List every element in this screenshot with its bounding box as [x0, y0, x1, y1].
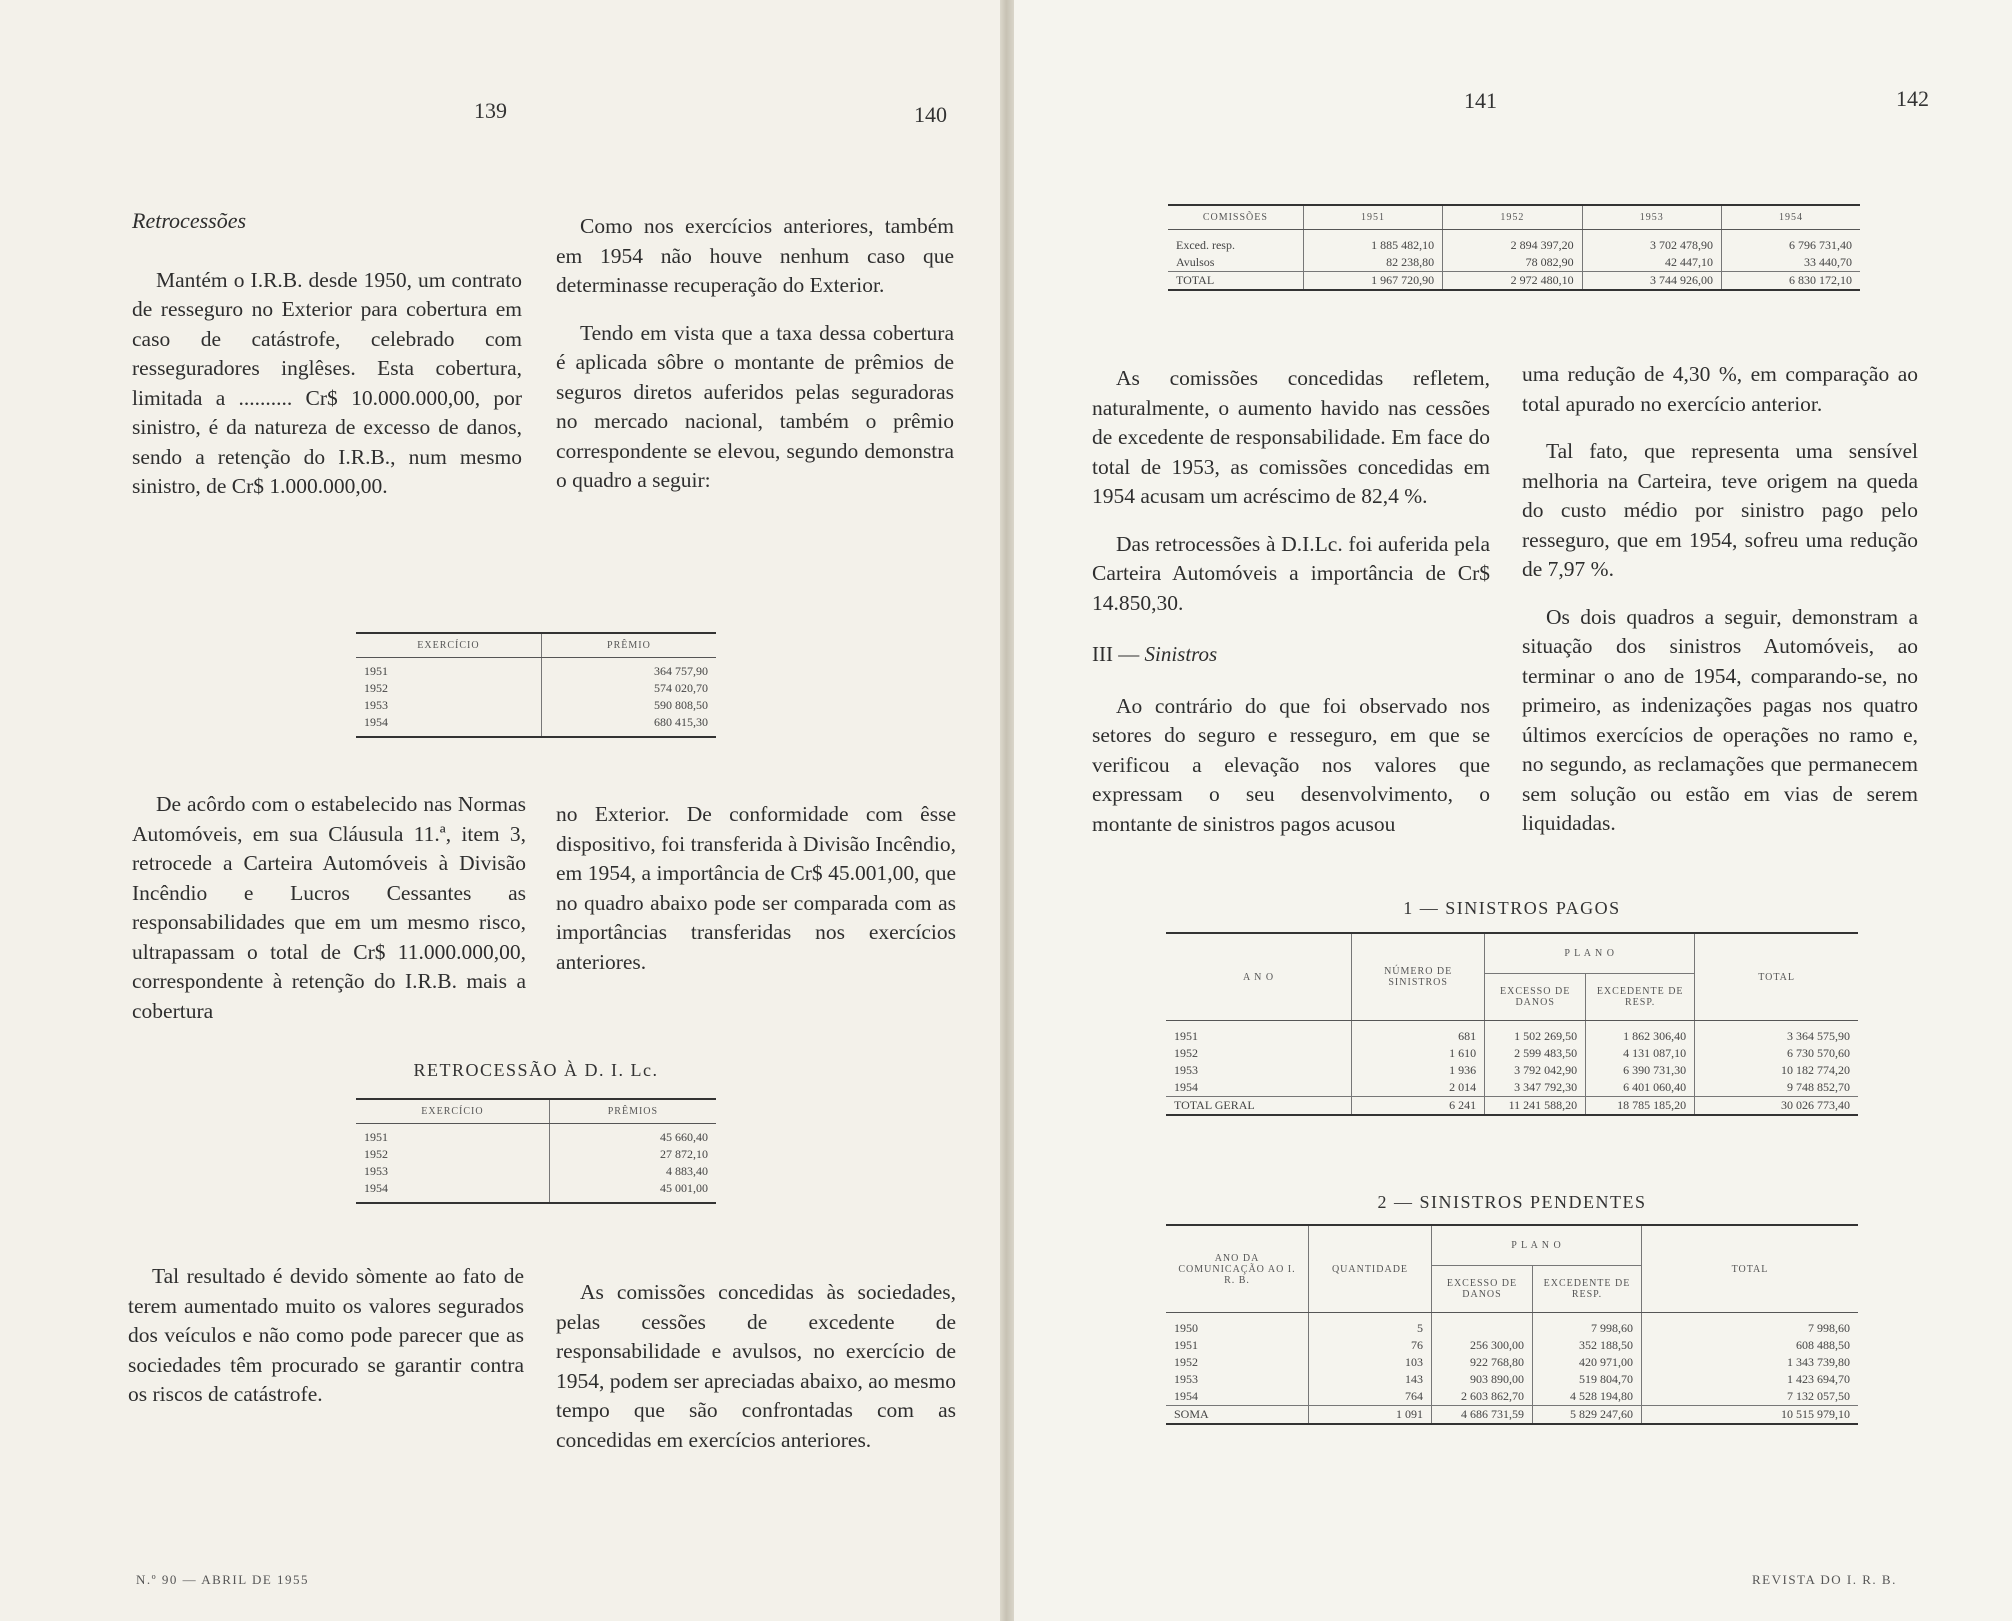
- page-number-140: 140: [914, 102, 947, 127]
- cell: 3 364 575,90: [1787, 1029, 1850, 1043]
- table-row: [1168, 230, 1860, 255]
- cell: Exced. resp.: [1168, 230, 1303, 255]
- cell: 3 347 792,30: [1485, 1079, 1586, 1097]
- col-header: ANO DA COMUNICAÇÃO AO I. R. B.: [1166, 1225, 1309, 1313]
- paragraph: Tal resultado é devido sòmente ao fato de terem aumentado muito os valores segurados dos veículos e não como pode parecer que as sociedades têm procurado se garantir contra os riscos de catástrofe.: [128, 1264, 524, 1406]
- page-gutter: [1000, 0, 1014, 1621]
- table-premio: [356, 632, 716, 738]
- cell: 1 862 306,40: [1586, 1021, 1695, 1046]
- cell: 1 610: [1352, 1045, 1485, 1062]
- col-header: A N O: [1166, 933, 1352, 1021]
- col-header: NÚMERO DE SINISTROS: [1352, 933, 1485, 1021]
- col-header: 1954: [1721, 205, 1860, 230]
- cell: 6 241: [1352, 1097, 1485, 1116]
- cell: 6 796 731,40: [1789, 238, 1852, 252]
- table-row: [356, 1180, 716, 1203]
- paragraph: Mantém o I.R.B. desde 1950, um contrato de resseguro no Exterior para cobertura em caso de catástrofe, celebrado com resseguradores inglêses. Esta cobertura, limitada a .......... Cr$ 10.000.000,00, por sinistro, é da natureza de excesso de danos, sendo a retenção do I.R.B., num mesmo sinistro, de Cr$ 1.000.000,00.: [132, 267, 522, 498]
- cell: 1950: [1166, 1313, 1309, 1338]
- page-number-141: 141: [1464, 88, 1497, 113]
- cell: 364 757,90: [654, 664, 708, 678]
- table-row: [1166, 1337, 1858, 1354]
- col-header: 1953: [1582, 205, 1721, 230]
- table-row: [1166, 1388, 1858, 1406]
- cell: 681: [1352, 1021, 1485, 1046]
- cell: 3 744 926,00: [1582, 272, 1721, 291]
- cell: 2 972 480,10: [1443, 272, 1582, 291]
- cell: 352 188,50: [1533, 1337, 1642, 1354]
- table-row: [1166, 1045, 1858, 1062]
- cell: 4 883,40: [666, 1164, 708, 1178]
- cell: 2 603 862,70: [1432, 1388, 1533, 1406]
- cell: 76: [1309, 1337, 1432, 1354]
- cell: 27 872,10: [660, 1147, 708, 1161]
- cell: 2 894 397,20: [1443, 230, 1582, 255]
- cell: 7 998,60: [1533, 1313, 1642, 1338]
- paragraph: As comissões concedidas às sociedades, pelas cessões de excedente de responsabilidade e avulsos, no exercício de 1954, podem ser apreciadas abaixo, ao mesmo tempo que são confrontadas com as concedidas em exercícios anteriores.: [556, 1280, 957, 1452]
- cell: 30 026 773,40: [1695, 1097, 1858, 1116]
- col-header: EXCESSO DE DANOS: [1432, 1266, 1533, 1313]
- cell: 1952: [1166, 1354, 1309, 1371]
- section-title: Sinistros: [1144, 642, 1218, 666]
- cell: 1 885 482,10: [1303, 230, 1442, 255]
- cell: 1954: [356, 1180, 549, 1203]
- cell: 10 182 774,20: [1781, 1063, 1850, 1077]
- table-row: [1166, 1021, 1858, 1046]
- cell: 1 343 739,80: [1787, 1355, 1850, 1369]
- cell: 9 748 852,70: [1787, 1080, 1850, 1094]
- cell: 5 829 247,60: [1533, 1406, 1642, 1425]
- col-header: PRÊMIO: [541, 633, 716, 658]
- cell: 1952: [356, 1146, 549, 1163]
- cell: 903 890,00: [1432, 1371, 1533, 1388]
- paragraph: uma redução de 4,30 %, em comparação ao total apurado no exercício anterior.: [1522, 362, 1918, 416]
- col-header: QUANTIDADE: [1309, 1225, 1432, 1313]
- cell: Avulsos: [1168, 254, 1303, 272]
- col-header: EXCEDENTE DE RESP.: [1586, 974, 1695, 1021]
- table-row: [356, 680, 716, 697]
- cell: 5: [1309, 1313, 1432, 1338]
- cell: 33 440,70: [1804, 255, 1852, 269]
- col-header: EXERCÍCIO: [356, 633, 541, 658]
- paragraph: Tal fato, que representa uma sensível melhoria na Carteira, teve origem na queda do custo médio por sinistro pago pelo resseguro, que em 1954, sofreu uma redução de 7,97 %.: [1522, 439, 1918, 581]
- column-p141: [1092, 364, 1490, 857]
- cell: 82 238,80: [1303, 254, 1442, 272]
- cell: 45 001,00: [660, 1181, 708, 1195]
- cell: TOTAL GERAL: [1166, 1097, 1352, 1116]
- cell: 1953: [1166, 1371, 1309, 1388]
- table-row: [1166, 1371, 1858, 1388]
- table-row: [1166, 1079, 1858, 1097]
- cell: 608 488,50: [1796, 1338, 1850, 1352]
- table-sinistros-pendentes: [1166, 1224, 1858, 1425]
- table-row: [356, 714, 716, 737]
- cell: 6 401 060,40: [1586, 1079, 1695, 1097]
- cell: 1951: [356, 1124, 549, 1147]
- paragraph: Tendo em vista que a taxa dessa cobertura é aplicada sôbre o montante de prêmios de seguros diretos auferidos pelas seguradoras no mercado nacional, também o prêmio correspondente se elevou, segundo demonstra o quadro a seguir:: [556, 320, 954, 492]
- column-p139-top: [132, 206, 522, 520]
- cell: 4 528 194,80: [1533, 1388, 1642, 1406]
- heading-retrocessoes: Retrocessões: [132, 208, 247, 233]
- cell: 1952: [1166, 1045, 1352, 1062]
- col-header: COMISSÕES: [1168, 205, 1303, 230]
- cell: 4 686 731,59: [1432, 1406, 1533, 1425]
- column-p140-bottom: [556, 1278, 956, 1473]
- footer-issue: N.º 90 — ABRIL DE 1955: [136, 1572, 310, 1587]
- cell: 7 998,60: [1808, 1321, 1850, 1335]
- cell: 2 014: [1352, 1079, 1485, 1097]
- col-header: TOTAL: [1642, 1225, 1859, 1313]
- column-p139-middle: [132, 790, 526, 1044]
- paragraph: De acôrdo com o estabelecido nas Normas Automóveis, em sua Cláusula 11.ª, item 3, retrocede a Carteira Automóveis à Divisão Incêndio e Lucros Cessantes as responsabilidades que em um mesmo risco, ultrapassam o total de Cr$ 11.000.000,00, correspondente à retenção do I.R.B. mais a cobertura: [132, 792, 526, 1023]
- cell: 10 515 979,10: [1642, 1406, 1859, 1425]
- table-title-retrocessao: RETROCESSÃO À D. I. Lc.: [413, 1060, 659, 1080]
- col-header: EXERCÍCIO: [356, 1099, 549, 1124]
- cell: 6 830 172,10: [1721, 272, 1860, 291]
- cell: 764: [1309, 1388, 1432, 1406]
- table-row: [356, 1124, 716, 1147]
- paragraph: Como nos exercícios anteriores, também em 1954 não houve nenhum caso que determinasse recuperação do Exterior.: [556, 214, 954, 297]
- column-p142: [1522, 360, 1918, 857]
- table-row: [1166, 1062, 1858, 1079]
- table-total-row: [1168, 272, 1860, 291]
- cell: 1 967 720,90: [1303, 272, 1442, 291]
- paragraph: Das retrocessões à D.I.Lc. foi auferida pela Carteira Automóveis a importância de Cr$ 14.850,30.: [1092, 531, 1490, 615]
- cell: 143: [1309, 1371, 1432, 1388]
- table-row: [356, 658, 716, 681]
- paragraph: As comissões concedidas refletem, naturalmente, o aumento havido nas cessões de excedente de responsabilidade. Em face do total de 1953, as comissões concedidas em 1954 acusam um acréscimo de 82,4 %.: [1092, 366, 1490, 508]
- table-retrocessao: [356, 1098, 716, 1204]
- table-row: [356, 1146, 716, 1163]
- cell: 574 020,70: [654, 681, 708, 695]
- table-row: [356, 1163, 716, 1180]
- col-header: EXCEDENTE DE RESP.: [1533, 1266, 1642, 1313]
- cell: 922 768,80: [1432, 1354, 1533, 1371]
- col-header: P L A N O: [1485, 933, 1695, 974]
- cell: 42 447,10: [1582, 254, 1721, 272]
- table-comissoes: [1168, 204, 1860, 291]
- cell: 1 936: [1352, 1062, 1485, 1079]
- col-header: EXCESSO DE DANOS: [1485, 974, 1586, 1021]
- col-header: 1952: [1443, 205, 1582, 230]
- cell: 1954: [1166, 1079, 1352, 1097]
- cell: 1954: [356, 714, 541, 737]
- footer-journal: REVISTA DO I. R. B.: [1752, 1572, 1897, 1587]
- cell: 1951: [1166, 1337, 1309, 1354]
- page-number-142: 142: [1896, 86, 1929, 111]
- cell: 78 082,90: [1443, 254, 1582, 272]
- cell: 1953: [356, 697, 541, 714]
- cell: 45 660,40: [660, 1130, 708, 1144]
- cell: 680 415,30: [654, 715, 708, 729]
- col-header: TOTAL: [1695, 933, 1858, 1021]
- cell: 1 502 269,50: [1485, 1021, 1586, 1046]
- cell: 420 971,00: [1533, 1354, 1642, 1371]
- section-heading-sinistros: [1092, 640, 1490, 670]
- cell: 6 730 570,60: [1787, 1046, 1850, 1060]
- column-p140-middle: [556, 800, 956, 995]
- cell: TOTAL: [1168, 272, 1303, 291]
- cell: 1954: [1166, 1388, 1309, 1406]
- cell: 1952: [356, 680, 541, 697]
- cell: 1953: [356, 1163, 549, 1180]
- col-header: P L A N O: [1432, 1225, 1642, 1266]
- cell: SOMA: [1166, 1406, 1309, 1425]
- paragraph: Os dois quadros a seguir, demonstram a situação dos sinistros Automóveis, ao terminar o ano de 1954, comparando-se, no primeiro, as indenizações pagas nos quatro últimos exercícios de operações no ramo e, no segundo, as reclamações que permanecem sem solução ou estão em vias de serem liquidadas.: [1522, 604, 1918, 835]
- col-header: PRÊMIOS: [549, 1099, 716, 1124]
- table-title-sinistros-pagos: 1 — SINISTROS PAGOS: [1403, 898, 1621, 918]
- column-p140-top: [556, 212, 954, 514]
- cell: 1951: [1166, 1021, 1352, 1046]
- cell: 3 702 478,90: [1582, 230, 1721, 255]
- table-title-sinistros-pendentes: 2 — SINISTROS PENDENTES: [1377, 1192, 1647, 1212]
- table-row: [1166, 1354, 1858, 1371]
- cell: 256 300,00: [1432, 1337, 1533, 1354]
- page-number-139: 139: [474, 98, 507, 123]
- cell: 6 390 731,30: [1586, 1062, 1695, 1079]
- section-number: III —: [1092, 642, 1145, 666]
- cell: 3 792 042,90: [1485, 1062, 1586, 1079]
- column-p139-bottom: [128, 1262, 524, 1428]
- paragraph: Ao contrário do que foi observado nos setores do seguro e resseguro, em que se verificou a elevação nos valores que expressam o seu desenvolvimento, o montante de sinistros pagos acusou: [1092, 693, 1490, 836]
- table-total-row: [1166, 1097, 1858, 1116]
- cell: 7 132 057,50: [1787, 1389, 1850, 1403]
- table-row: [356, 697, 716, 714]
- cell: 4 131 087,10: [1586, 1045, 1695, 1062]
- cell: 1 091: [1309, 1406, 1432, 1425]
- table-row: [1168, 254, 1860, 272]
- table-row: [1166, 1313, 1858, 1338]
- cell: 1 423 694,70: [1787, 1372, 1850, 1386]
- cell: [1432, 1313, 1533, 1338]
- cell: 11 241 588,20: [1485, 1097, 1586, 1116]
- cell: 18 785 185,20: [1586, 1097, 1695, 1116]
- cell: 519 804,70: [1533, 1371, 1642, 1388]
- col-header: 1951: [1303, 205, 1442, 230]
- cell: 103: [1309, 1354, 1432, 1371]
- paragraph: no Exterior. De conformidade com êsse dispositivo, foi transferida à Divisão Incêndio, em 1954, a importância de Cr$ 45.001,00, que no quadro abaixo pode ser comparada com as importâncias transferidas nos exercícios anteriores.: [556, 802, 956, 974]
- cell: 2 599 483,50: [1485, 1045, 1586, 1062]
- table-total-row: [1166, 1406, 1858, 1425]
- table-sinistros-pagos: [1166, 932, 1858, 1116]
- cell: 1953: [1166, 1062, 1352, 1079]
- cell: 590 808,50: [654, 698, 708, 712]
- cell: 1951: [356, 658, 541, 681]
